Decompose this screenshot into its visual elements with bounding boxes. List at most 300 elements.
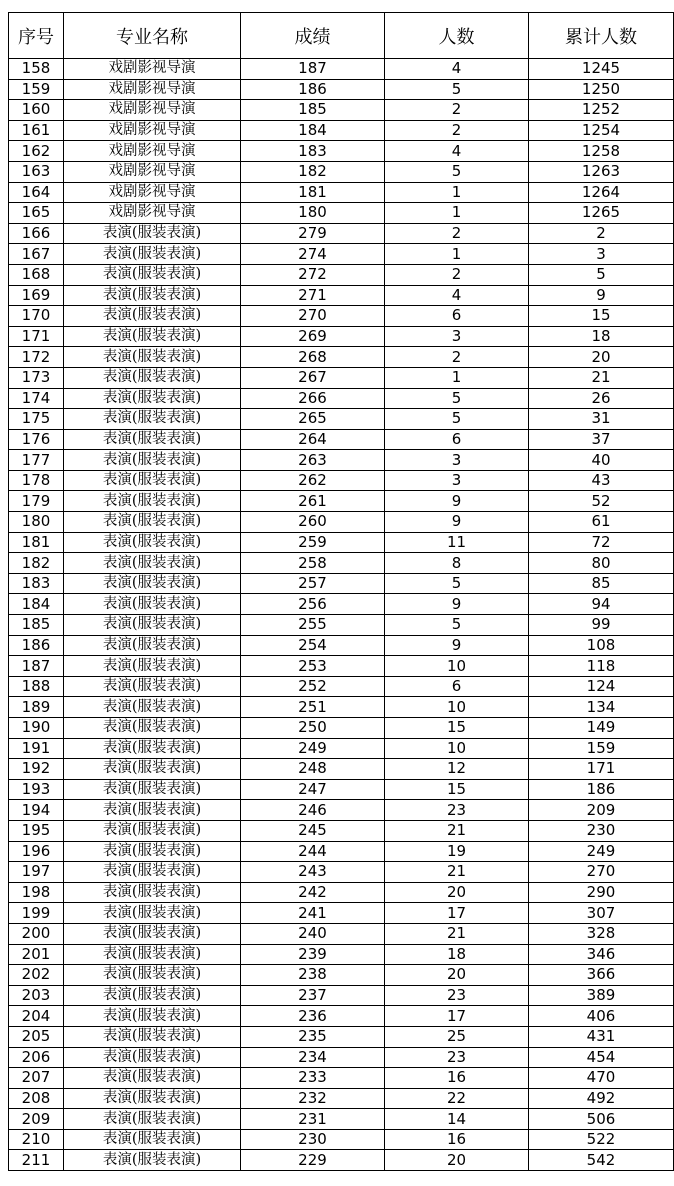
cell-seq: 166 [9, 223, 64, 244]
cell-seq: 189 [9, 697, 64, 718]
cell-seq: 162 [9, 141, 64, 162]
cell-count: 21 [385, 820, 529, 841]
cell-seq: 184 [9, 594, 64, 615]
cell-cumulative: 26 [529, 388, 674, 409]
cell-major: 表演(服装表演) [64, 656, 241, 677]
header-seq: 序号 [9, 13, 64, 59]
cell-seq: 159 [9, 79, 64, 100]
cell-count: 2 [385, 120, 529, 141]
cell-count: 6 [385, 306, 529, 327]
cell-cumulative: 72 [529, 532, 674, 553]
cell-seq: 204 [9, 1006, 64, 1027]
cell-major: 戏剧影视导演 [64, 141, 241, 162]
cell-count: 23 [385, 1047, 529, 1068]
cell-cumulative: 1258 [529, 141, 674, 162]
cell-major: 表演(服装表演) [64, 388, 241, 409]
cell-seq: 163 [9, 161, 64, 182]
cell-seq: 196 [9, 841, 64, 862]
cell-count: 12 [385, 759, 529, 780]
table-row [9, 59, 674, 80]
table-row [9, 1129, 674, 1150]
cell-score: 253 [241, 656, 385, 677]
cell-count: 20 [385, 1150, 529, 1171]
cell-seq: 161 [9, 120, 64, 141]
cell-cumulative: 270 [529, 862, 674, 883]
cell-score: 241 [241, 903, 385, 924]
cell-cumulative: 290 [529, 882, 674, 903]
cell-score: 279 [241, 223, 385, 244]
cell-major: 表演(服装表演) [64, 841, 241, 862]
cell-seq: 207 [9, 1068, 64, 1089]
cell-major: 表演(服装表演) [64, 512, 241, 533]
cell-cumulative: 328 [529, 923, 674, 944]
table-row [9, 779, 674, 800]
cell-cumulative: 31 [529, 409, 674, 430]
cell-seq: 177 [9, 450, 64, 471]
cell-count: 21 [385, 862, 529, 883]
table-row [9, 182, 674, 203]
cell-major: 表演(服装表演) [64, 985, 241, 1006]
cell-cumulative: 406 [529, 1006, 674, 1027]
cell-score: 263 [241, 450, 385, 471]
cell-seq: 194 [9, 800, 64, 821]
cell-count: 4 [385, 285, 529, 306]
cell-seq: 201 [9, 944, 64, 965]
cell-count: 4 [385, 141, 529, 162]
cell-count: 1 [385, 203, 529, 224]
cell-seq: 188 [9, 676, 64, 697]
table-row [9, 759, 674, 780]
table-row [9, 367, 674, 388]
cell-seq: 180 [9, 512, 64, 533]
cell-cumulative: 15 [529, 306, 674, 327]
table-row [9, 491, 674, 512]
cell-score: 233 [241, 1068, 385, 1089]
cell-major: 表演(服装表演) [64, 1068, 241, 1089]
cell-count: 16 [385, 1068, 529, 1089]
cell-cumulative: 470 [529, 1068, 674, 1089]
cell-count: 5 [385, 79, 529, 100]
cell-score: 232 [241, 1088, 385, 1109]
cell-seq: 185 [9, 615, 64, 636]
cell-major: 表演(服装表演) [64, 470, 241, 491]
cell-score: 181 [241, 182, 385, 203]
table-row [9, 450, 674, 471]
cell-seq: 164 [9, 182, 64, 203]
header-major: 专业名称 [64, 13, 241, 59]
cell-count: 5 [385, 615, 529, 636]
table-row [9, 1006, 674, 1027]
cell-score: 265 [241, 409, 385, 430]
table-row [9, 965, 674, 986]
header-score: 成绩 [241, 13, 385, 59]
cell-count: 18 [385, 944, 529, 965]
cell-cumulative: 134 [529, 697, 674, 718]
cell-score: 250 [241, 718, 385, 739]
table-row [9, 594, 674, 615]
table-row [9, 697, 674, 718]
cell-score: 249 [241, 738, 385, 759]
table-row [9, 1109, 674, 1130]
cell-score: 258 [241, 553, 385, 574]
cell-count: 1 [385, 367, 529, 388]
cell-score: 234 [241, 1047, 385, 1068]
cell-cumulative: 149 [529, 718, 674, 739]
cell-count: 20 [385, 882, 529, 903]
cell-seq: 182 [9, 553, 64, 574]
cell-major: 戏剧影视导演 [64, 100, 241, 121]
cell-count: 1 [385, 244, 529, 265]
cell-seq: 178 [9, 470, 64, 491]
cell-score: 251 [241, 697, 385, 718]
cell-count: 6 [385, 429, 529, 450]
cell-seq: 167 [9, 244, 64, 265]
cell-seq: 183 [9, 573, 64, 594]
cell-cumulative: 118 [529, 656, 674, 677]
score-distribution-table [8, 12, 674, 1171]
cell-cumulative: 108 [529, 635, 674, 656]
cell-score: 245 [241, 820, 385, 841]
cell-seq: 190 [9, 718, 64, 739]
cell-score: 230 [241, 1129, 385, 1150]
cell-count: 14 [385, 1109, 529, 1130]
cell-major: 表演(服装表演) [64, 779, 241, 800]
cell-major: 表演(服装表演) [64, 697, 241, 718]
cell-cumulative: 61 [529, 512, 674, 533]
cell-cumulative: 171 [529, 759, 674, 780]
cell-count: 15 [385, 779, 529, 800]
cell-major: 表演(服装表演) [64, 738, 241, 759]
cell-seq: 208 [9, 1088, 64, 1109]
cell-score: 261 [241, 491, 385, 512]
table-body [9, 59, 674, 1171]
cell-score: 180 [241, 203, 385, 224]
cell-count: 10 [385, 697, 529, 718]
cell-count: 17 [385, 903, 529, 924]
cell-count: 17 [385, 1006, 529, 1027]
table-row [9, 553, 674, 574]
cell-seq: 193 [9, 779, 64, 800]
cell-seq: 169 [9, 285, 64, 306]
cell-major: 表演(服装表演) [64, 718, 241, 739]
cell-count: 9 [385, 512, 529, 533]
cell-cumulative: 1254 [529, 120, 674, 141]
cell-count: 1 [385, 182, 529, 203]
cell-seq: 168 [9, 264, 64, 285]
cell-cumulative: 3 [529, 244, 674, 265]
table-row [9, 573, 674, 594]
table-row [9, 100, 674, 121]
cell-major: 表演(服装表演) [64, 759, 241, 780]
cell-cumulative: 21 [529, 367, 674, 388]
cell-major: 表演(服装表演) [64, 367, 241, 388]
cell-cumulative: 2 [529, 223, 674, 244]
cell-score: 231 [241, 1109, 385, 1130]
table-row [9, 615, 674, 636]
cell-cumulative: 20 [529, 347, 674, 368]
cell-count: 3 [385, 470, 529, 491]
cell-major: 表演(服装表演) [64, 1006, 241, 1027]
cell-score: 260 [241, 512, 385, 533]
table-row [9, 676, 674, 697]
cell-count: 2 [385, 347, 529, 368]
cell-score: 186 [241, 79, 385, 100]
table-row [9, 285, 674, 306]
cell-major: 表演(服装表演) [64, 1047, 241, 1068]
cell-score: 244 [241, 841, 385, 862]
cell-seq: 173 [9, 367, 64, 388]
cell-count: 22 [385, 1088, 529, 1109]
cell-seq: 165 [9, 203, 64, 224]
cell-cumulative: 1245 [529, 59, 674, 80]
cell-count: 2 [385, 100, 529, 121]
cell-cumulative: 52 [529, 491, 674, 512]
cell-seq: 176 [9, 429, 64, 450]
cell-cumulative: 186 [529, 779, 674, 800]
table-row [9, 944, 674, 965]
cell-seq: 174 [9, 388, 64, 409]
cell-major: 表演(服装表演) [64, 573, 241, 594]
cell-cumulative: 346 [529, 944, 674, 965]
cell-score: 255 [241, 615, 385, 636]
table-row [9, 903, 674, 924]
cell-score: 257 [241, 573, 385, 594]
table-row [9, 161, 674, 182]
table-row [9, 532, 674, 553]
cell-major: 戏剧影视导演 [64, 59, 241, 80]
cell-count: 25 [385, 1026, 529, 1047]
cell-major: 表演(服装表演) [64, 285, 241, 306]
cell-seq: 197 [9, 862, 64, 883]
cell-score: 240 [241, 923, 385, 944]
cell-cumulative: 5 [529, 264, 674, 285]
cell-count: 21 [385, 923, 529, 944]
cell-major: 表演(服装表演) [64, 553, 241, 574]
cell-score: 183 [241, 141, 385, 162]
table-row [9, 1150, 674, 1171]
cell-score: 259 [241, 532, 385, 553]
cell-major: 表演(服装表演) [64, 800, 241, 821]
cell-major: 戏剧影视导演 [64, 120, 241, 141]
cell-cumulative: 37 [529, 429, 674, 450]
cell-major: 表演(服装表演) [64, 1026, 241, 1047]
cell-count: 5 [385, 161, 529, 182]
cell-cumulative: 542 [529, 1150, 674, 1171]
table-row [9, 1026, 674, 1047]
cell-major: 表演(服装表演) [64, 409, 241, 430]
cell-cumulative: 1264 [529, 182, 674, 203]
cell-seq: 210 [9, 1129, 64, 1150]
cell-seq: 211 [9, 1150, 64, 1171]
table-row [9, 1088, 674, 1109]
cell-cumulative: 454 [529, 1047, 674, 1068]
table-row [9, 223, 674, 244]
table-row [9, 820, 674, 841]
cell-cumulative: 492 [529, 1088, 674, 1109]
cell-cumulative: 1252 [529, 100, 674, 121]
cell-score: 182 [241, 161, 385, 182]
table-row [9, 326, 674, 347]
table-row [9, 120, 674, 141]
cell-seq: 203 [9, 985, 64, 1006]
cell-count: 3 [385, 326, 529, 347]
cell-major: 戏剧影视导演 [64, 203, 241, 224]
cell-count: 9 [385, 594, 529, 615]
cell-score: 238 [241, 965, 385, 986]
cell-score: 185 [241, 100, 385, 121]
cell-major: 表演(服装表演) [64, 1088, 241, 1109]
cell-seq: 205 [9, 1026, 64, 1047]
table-row [9, 429, 674, 450]
cell-seq: 179 [9, 491, 64, 512]
table-row [9, 1068, 674, 1089]
cell-major: 戏剧影视导演 [64, 161, 241, 182]
cell-count: 9 [385, 635, 529, 656]
table-row [9, 512, 674, 533]
cell-seq: 191 [9, 738, 64, 759]
cell-seq: 202 [9, 965, 64, 986]
cell-cumulative: 522 [529, 1129, 674, 1150]
cell-major: 表演(服装表演) [64, 820, 241, 841]
cell-score: 254 [241, 635, 385, 656]
table-row [9, 923, 674, 944]
cell-cumulative: 1250 [529, 79, 674, 100]
cell-score: 187 [241, 59, 385, 80]
cell-seq: 195 [9, 820, 64, 841]
cell-major: 表演(服装表演) [64, 965, 241, 986]
cell-score: 268 [241, 347, 385, 368]
table-row [9, 718, 674, 739]
cell-count: 6 [385, 676, 529, 697]
cell-major: 表演(服装表演) [64, 429, 241, 450]
header-cumulative: 累计人数 [529, 13, 674, 59]
cell-major: 表演(服装表演) [64, 944, 241, 965]
cell-seq: 181 [9, 532, 64, 553]
cell-seq: 175 [9, 409, 64, 430]
cell-major: 表演(服装表演) [64, 326, 241, 347]
cell-count: 19 [385, 841, 529, 862]
cell-count: 5 [385, 388, 529, 409]
cell-score: 264 [241, 429, 385, 450]
cell-score: 237 [241, 985, 385, 1006]
cell-score: 252 [241, 676, 385, 697]
cell-seq: 158 [9, 59, 64, 80]
table-header-row [9, 13, 674, 59]
cell-cumulative: 209 [529, 800, 674, 821]
cell-score: 274 [241, 244, 385, 265]
table-row [9, 470, 674, 491]
cell-score: 235 [241, 1026, 385, 1047]
cell-count: 8 [385, 553, 529, 574]
cell-score: 271 [241, 285, 385, 306]
cell-score: 229 [241, 1150, 385, 1171]
cell-score: 247 [241, 779, 385, 800]
cell-major: 表演(服装表演) [64, 1109, 241, 1130]
table-row [9, 985, 674, 1006]
cell-count: 5 [385, 573, 529, 594]
table-row [9, 264, 674, 285]
cell-cumulative: 431 [529, 1026, 674, 1047]
cell-cumulative: 366 [529, 965, 674, 986]
cell-major: 表演(服装表演) [64, 306, 241, 327]
cell-cumulative: 124 [529, 676, 674, 697]
cell-score: 272 [241, 264, 385, 285]
cell-major: 表演(服装表演) [64, 635, 241, 656]
cell-major: 表演(服装表演) [64, 450, 241, 471]
table-row [9, 244, 674, 265]
table-row [9, 409, 674, 430]
cell-cumulative: 1265 [529, 203, 674, 224]
cell-count: 10 [385, 738, 529, 759]
cell-major: 戏剧影视导演 [64, 79, 241, 100]
table-row [9, 347, 674, 368]
cell-score: 269 [241, 326, 385, 347]
cell-major: 表演(服装表演) [64, 1150, 241, 1171]
cell-score: 256 [241, 594, 385, 615]
header-count: 人数 [385, 13, 529, 59]
cell-count: 3 [385, 450, 529, 471]
cell-cumulative: 40 [529, 450, 674, 471]
cell-count: 23 [385, 800, 529, 821]
cell-cumulative: 80 [529, 553, 674, 574]
cell-major: 表演(服装表演) [64, 244, 241, 265]
cell-major: 表演(服装表演) [64, 676, 241, 697]
cell-major: 表演(服装表演) [64, 903, 241, 924]
cell-cumulative: 94 [529, 594, 674, 615]
cell-seq: 199 [9, 903, 64, 924]
cell-cumulative: 43 [529, 470, 674, 491]
cell-cumulative: 85 [529, 573, 674, 594]
cell-seq: 209 [9, 1109, 64, 1130]
cell-major: 表演(服装表演) [64, 862, 241, 883]
table-row [9, 203, 674, 224]
cell-major: 表演(服装表演) [64, 594, 241, 615]
cell-major: 表演(服装表演) [64, 223, 241, 244]
cell-score: 267 [241, 367, 385, 388]
table-row [9, 1047, 674, 1068]
table-row [9, 635, 674, 656]
table-row [9, 841, 674, 862]
cell-score: 248 [241, 759, 385, 780]
cell-seq: 200 [9, 923, 64, 944]
cell-seq: 192 [9, 759, 64, 780]
cell-seq: 170 [9, 306, 64, 327]
table-row [9, 306, 674, 327]
cell-count: 9 [385, 491, 529, 512]
cell-major: 表演(服装表演) [64, 882, 241, 903]
cell-score: 242 [241, 882, 385, 903]
cell-count: 16 [385, 1129, 529, 1150]
cell-seq: 198 [9, 882, 64, 903]
cell-seq: 160 [9, 100, 64, 121]
cell-score: 243 [241, 862, 385, 883]
cell-cumulative: 249 [529, 841, 674, 862]
cell-score: 236 [241, 1006, 385, 1027]
cell-score: 246 [241, 800, 385, 821]
table-row [9, 882, 674, 903]
cell-major: 戏剧影视导演 [64, 182, 241, 203]
table-row [9, 79, 674, 100]
cell-seq: 172 [9, 347, 64, 368]
cell-major: 表演(服装表演) [64, 491, 241, 512]
table-row [9, 738, 674, 759]
cell-count: 10 [385, 656, 529, 677]
cell-major: 表演(服装表演) [64, 615, 241, 636]
cell-seq: 186 [9, 635, 64, 656]
table-row [9, 141, 674, 162]
cell-score: 270 [241, 306, 385, 327]
cell-cumulative: 99 [529, 615, 674, 636]
